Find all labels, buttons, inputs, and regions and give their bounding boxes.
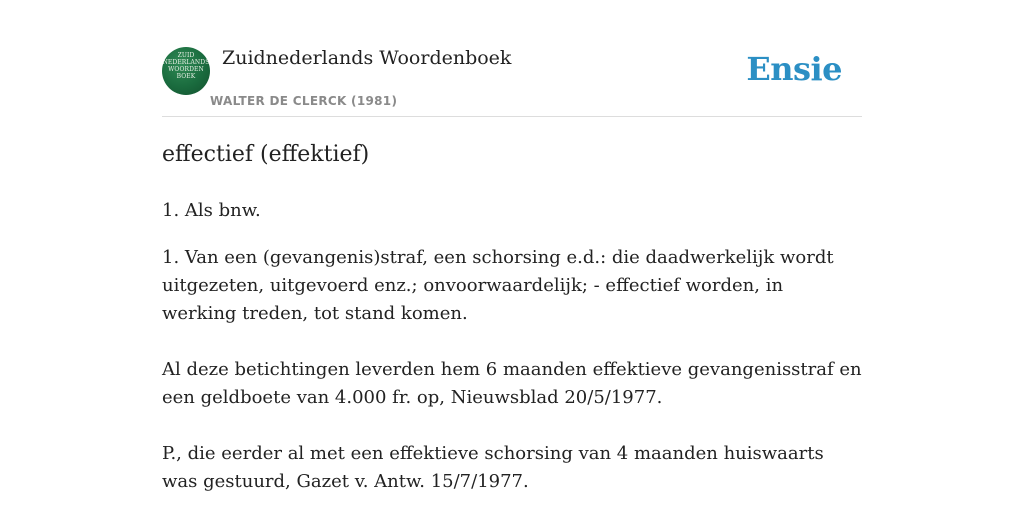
- entry-content: [162, 140, 862, 512]
- headword: effectief (effektief): [162, 142, 370, 167]
- example-quote: Al deze betichtingen leverden hem 6 maanden effektieve gevangenisstraf en een geldboete van 4.000 fr. op, Nieuwsblad 20/5/1977.: [162, 359, 862, 408]
- logo-lettering: ZUID NEDERLANDS WOORDEN BOEK: [162, 52, 210, 80]
- definition: 1. Van een (gevangenis)straf, een schorsing e.d.: die daadwerkelijk wordt uitgezeten, uitgevoerd enz.; onvoorwaardelijk; - effectief worden, in werking treden, tot stand komen.: [162, 247, 834, 324]
- dictionary-author: WALTER DE CLERCK (1981): [210, 94, 398, 108]
- dictionary-logo[interactable]: [162, 47, 210, 95]
- dictionary-title-link[interactable]: Zuidnederlands Woordenboek: [222, 47, 512, 69]
- sense-heading: 1. Als bnw.: [162, 200, 261, 221]
- example-quote: P., die eerder al met een effektieve schorsing van 4 maanden huiswaarts was gestuurd, Gazet v. Antw. 15/7/1977.: [162, 443, 824, 492]
- dictionary-header: [162, 44, 862, 117]
- ensie-brand-logo[interactable]: Ensie: [746, 50, 842, 88]
